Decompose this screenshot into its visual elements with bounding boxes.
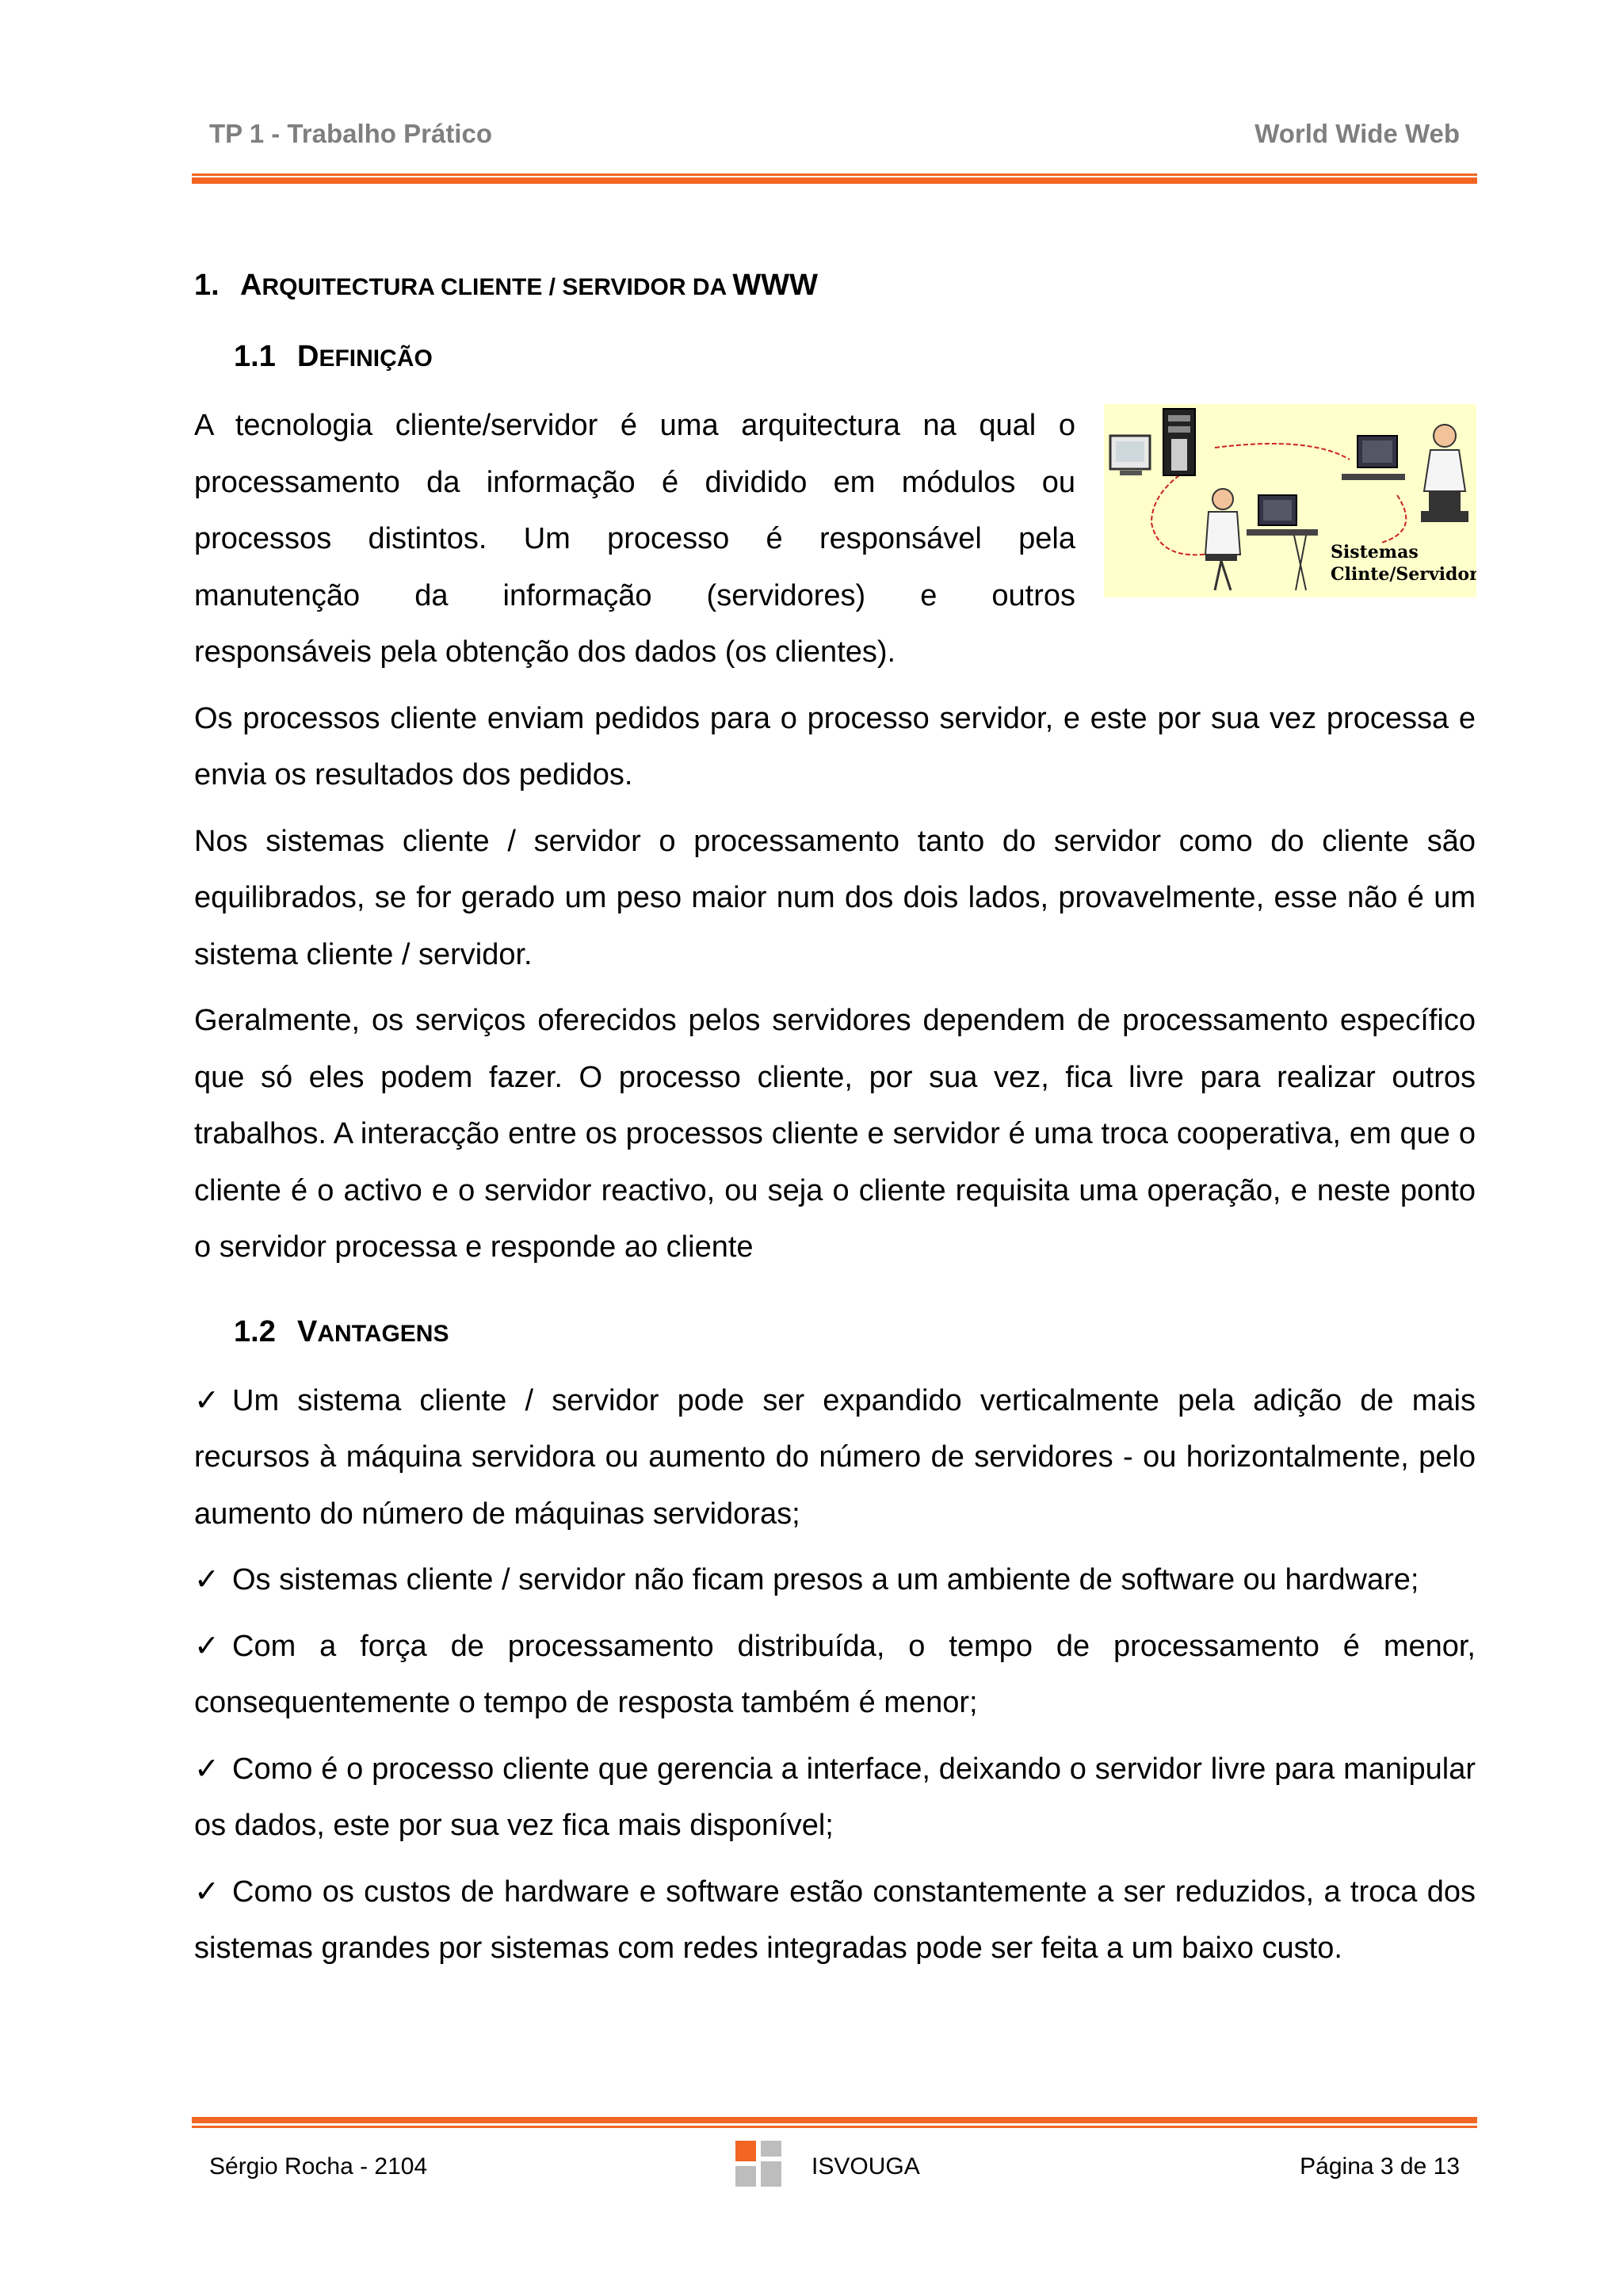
footer-page-number: Página 3 de 13 bbox=[1300, 2153, 1460, 2180]
figure-label-line-1: Sistemas bbox=[1331, 542, 1419, 563]
advantage-item bbox=[194, 1552, 1476, 1609]
subsection-number: 1.1 bbox=[234, 340, 276, 373]
advantage-text: Com a força de processamento distribuída, o tempo de processamento é menor, consequentemente o tempo de resposta também é menor; bbox=[194, 1629, 1476, 1719]
network-cable-left bbox=[1151, 467, 1215, 555]
advantage-text: Como é o processo cliente que gerencia a interface, deixando o servidor livre para manipular os dados, este por sua vez fica mais disponível; bbox=[194, 1752, 1476, 1842]
advantage-text: Como os custos de hardware e software estão constantemente a ser reduzidos, a troca dos sistemas grandes por sistemas com redes integradas pode ser feita a um baixo custo. bbox=[194, 1875, 1476, 1965]
monitor-icon bbox=[1110, 436, 1150, 475]
advantage-item bbox=[194, 1373, 1476, 1543]
server-tower-icon bbox=[1163, 409, 1195, 475]
header-right-text: World Wide Web bbox=[1254, 119, 1460, 148]
footer-rule-thick bbox=[192, 2117, 1477, 2123]
subsection-title-rest: EFINIÇÃO bbox=[319, 345, 433, 372]
advantage-text: Os sistemas cliente / servidor não ficam presos a um ambiente de software ou hardware; bbox=[232, 1563, 1419, 1596]
subsection-1-2-heading bbox=[194, 1308, 1476, 1356]
advantage-item bbox=[194, 1741, 1476, 1855]
client-server-drawing bbox=[1104, 404, 1476, 597]
section-number: 1. bbox=[194, 269, 220, 302]
section-title-rest: RQUITECTURA CLIENTE / SERVIDOR DA bbox=[262, 274, 733, 300]
subsection-title-initial: V bbox=[297, 1314, 318, 1348]
checkmark-icon: ✓ bbox=[194, 1875, 220, 1909]
definition-paragraph-4: Geralmente, os serviços oferecidos pelos servidores dependem de processamento específico que só eles podem fazer. O processo cliente, por sua vez, fica livre para realizar outros trabalhos. A interacção entre os processos cliente e servidor é uma troca cooperativa, em que o cliente é o activo e o servidor reactivo, ou seja o cliente requisita uma operação, e neste ponto o servidor processa e responde ao cliente bbox=[194, 1004, 1476, 1264]
page-content bbox=[194, 261, 1476, 1978]
subsection-title-rest: ANTAGENS bbox=[317, 1320, 449, 1347]
advantage-item bbox=[194, 1864, 1476, 1978]
header-left-text: TP 1 - Trabalho Prático bbox=[209, 119, 492, 148]
workstation-left-icon bbox=[1205, 489, 1318, 590]
section-title-initial: A bbox=[240, 269, 262, 302]
isvouga-logo-icon bbox=[734, 2139, 783, 2188]
definition-paragraph-2: Os processos cliente enviam pedidos para o processo servidor, e este por sua vez processa e envia os resultados dos pedidos. bbox=[194, 701, 1476, 791]
checkmark-icon: ✓ bbox=[194, 1383, 220, 1417]
section-title-acronym: WWW bbox=[732, 269, 818, 302]
advantage-item bbox=[194, 1619, 1476, 1732]
section-1-heading bbox=[194, 261, 1476, 309]
checkmark-icon: ✓ bbox=[194, 1563, 220, 1596]
definition-line-5: responsáveis pela obtenção dos dados (os clientes). bbox=[194, 635, 896, 669]
network-cable-right bbox=[1381, 495, 1406, 543]
subsection-title-initial: D bbox=[297, 340, 319, 373]
footer-institution: ISVOUGA bbox=[812, 2153, 920, 2180]
network-cable-top bbox=[1215, 444, 1350, 460]
footer-rule-thin bbox=[192, 2126, 1477, 2128]
header-rule-thin bbox=[192, 174, 1477, 176]
client-server-illustration bbox=[1104, 404, 1476, 597]
checkmark-icon: ✓ bbox=[194, 1629, 220, 1663]
footer-author: Sérgio Rocha - 2104 bbox=[209, 2153, 428, 2180]
advantage-text: Um sistema cliente / servidor pode ser expandido verticalmente pela adição de mais recursos à máquina servidora ou aumento do número de servidores - ou horizontalmente, pelo aumento do número de máquinas servidoras; bbox=[194, 1383, 1476, 1531]
workstation-right-icon bbox=[1342, 425, 1468, 522]
definition-first-paragraph bbox=[194, 398, 1476, 681]
subsection-1-1-heading bbox=[194, 333, 1476, 380]
definition-line-1: A tecnologia cliente/servidor é uma arquitectura na qual o bbox=[194, 409, 1075, 442]
definition-line-4: manutenção da informação (servidores) e outros bbox=[194, 578, 1075, 612]
checkmark-icon: ✓ bbox=[194, 1752, 220, 1786]
definition-line-2: processamento da informação é dividido em módulos ou bbox=[194, 465, 1075, 499]
definition-paragraph-3: Nos sistemas cliente / servidor o processamento tanto do servidor como do cliente são equilibrados, se for gerado um peso maior num dos dois lados, provavelmente, esse não é um sistema cliente / servidor. bbox=[194, 824, 1476, 971]
figure-label-line-2: Clinte/Servidor bbox=[1331, 564, 1476, 585]
page-header bbox=[192, 0, 1477, 190]
header-rule-thick bbox=[192, 177, 1477, 184]
definition-line-3: processos distintos. Um processo é responsável pela bbox=[194, 522, 1075, 555]
subsection-number: 1.2 bbox=[234, 1314, 276, 1348]
